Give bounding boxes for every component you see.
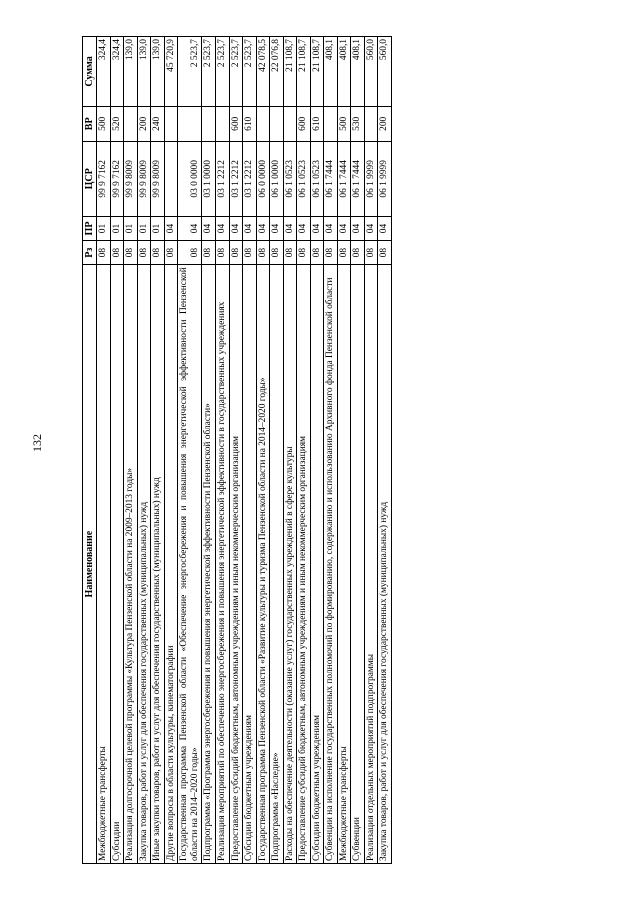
- cell-vr: [283, 106, 297, 141]
- cell-rz: 08: [229, 241, 243, 265]
- table-row: [97, 37, 111, 864]
- cell-pr: 01: [124, 216, 138, 240]
- table-row: [124, 37, 138, 864]
- cell-sum: 139,0: [124, 37, 138, 107]
- cell-csr: 99 9 7162: [110, 141, 124, 216]
- cell-pr: 01: [151, 216, 165, 240]
- table-row: [351, 37, 365, 864]
- cell-name: Подпрограмма «Программа энергосбережения и повышения энергетической эффективности Пензенской области»: [202, 265, 216, 864]
- table-row: [110, 37, 124, 864]
- cell-sum: 560,0: [364, 37, 378, 107]
- cell-rz: 08: [337, 241, 351, 265]
- cell-pr: 04: [310, 216, 324, 240]
- cell-csr: 06 1 7444: [351, 141, 365, 216]
- cell-rz: 08: [351, 241, 365, 265]
- table-row: [310, 37, 324, 864]
- cell-rz: 08: [202, 241, 216, 265]
- cell-rz: 08: [215, 241, 229, 265]
- cell-vr: [364, 106, 378, 141]
- cell-pr: 04: [164, 216, 178, 240]
- cell-sum: 2 523,7: [243, 37, 257, 107]
- table-row: [364, 37, 378, 864]
- cell-vr: [124, 106, 138, 141]
- cell-vr: 530: [351, 106, 365, 141]
- cell-rz: 08: [110, 241, 124, 265]
- cell-vr: [178, 106, 202, 141]
- cell-pr: 04: [202, 216, 216, 240]
- cell-vr: [270, 106, 284, 141]
- cell-vr: 610: [243, 106, 257, 141]
- table-row: [337, 37, 351, 864]
- cell-vr: 600: [297, 106, 311, 141]
- cell-vr: 610: [310, 106, 324, 141]
- cell-sum: 324,4: [97, 37, 111, 107]
- cell-sum: 2 523,7: [215, 37, 229, 107]
- cell-rz: 08: [124, 241, 138, 265]
- cell-sum: 324,4: [110, 37, 124, 107]
- cell-csr: 99 9 7162: [97, 141, 111, 216]
- cell-csr: 06 1 0523: [297, 141, 311, 216]
- cell-vr: 520: [110, 106, 124, 141]
- cell-pr: 04: [215, 216, 229, 240]
- cell-name: Субсидии бюджетным учреждениям: [243, 265, 257, 864]
- cell-csr: 06 1 7444: [324, 141, 338, 216]
- table-row: [215, 37, 229, 864]
- cell-vr: 600: [229, 106, 243, 141]
- cell-rz: 08: [364, 241, 378, 265]
- cell-csr: 03 1 2212: [215, 141, 229, 216]
- table-row: [270, 37, 284, 864]
- cell-name: Закупка товаров, работ и услуг для обеспечения государственных (муниципальных) нужд: [137, 265, 151, 864]
- cell-sum: 408,1: [324, 37, 338, 107]
- cell-csr: 03 1 2212: [243, 141, 257, 216]
- cell-sum: 21 108,7: [297, 37, 311, 107]
- cell-name: Субсидии бюджетным учреждениям: [310, 265, 324, 864]
- header-vr: ВР: [83, 106, 97, 141]
- cell-pr: 04: [351, 216, 365, 240]
- cell-csr: 99 9 8009: [151, 141, 165, 216]
- cell-sum: 139,0: [151, 37, 165, 107]
- cell-pr: 04: [178, 216, 202, 240]
- cell-pr: 04: [378, 216, 392, 240]
- cell-sum: 2 523,7: [178, 37, 202, 107]
- cell-pr: 04: [283, 216, 297, 240]
- cell-sum: 21 108,7: [283, 37, 297, 107]
- table-row: [137, 37, 151, 864]
- cell-sum: 45 720,9: [164, 37, 178, 107]
- cell-name: Субсидии: [110, 265, 124, 864]
- budget-table: [82, 36, 392, 864]
- table-row: [256, 37, 270, 864]
- header-csr: ЦСР: [83, 141, 97, 216]
- cell-pr: 01: [137, 216, 151, 240]
- cell-sum: 22 076,8: [270, 37, 284, 107]
- cell-csr: 03 1 2212: [229, 141, 243, 216]
- table-row: [151, 37, 165, 864]
- cell-vr: 240: [151, 106, 165, 141]
- cell-name: Реализация мероприятий по обеспечению энергосбережения и повышения энергетической эффективности в государственных учреждениях: [215, 265, 229, 864]
- cell-pr: 01: [110, 216, 124, 240]
- table-row: [229, 37, 243, 864]
- cell-sum: 2 523,7: [202, 37, 216, 107]
- cell-vr: [324, 106, 338, 141]
- cell-pr: 04: [256, 216, 270, 240]
- cell-rz: 08: [378, 241, 392, 265]
- table-row: [202, 37, 216, 864]
- cell-csr: 06 1 0523: [310, 141, 324, 216]
- cell-rz: 08: [256, 241, 270, 265]
- cell-name: Межбюджетные трансферты: [337, 265, 351, 864]
- cell-rz: 08: [297, 241, 311, 265]
- cell-rz: 08: [164, 241, 178, 265]
- cell-csr: 03 0 0000: [178, 141, 202, 216]
- table-header-row: [83, 37, 97, 864]
- table-row: [297, 37, 311, 864]
- cell-sum: 2 523,7: [229, 37, 243, 107]
- cell-rz: 08: [324, 241, 338, 265]
- cell-name: Реализация отдельных мероприятий подпрограммы: [364, 265, 378, 864]
- cell-name: Субвенции на исполнение государственных полномочий по формированию, содержанию и использованию Архивного фонда Пензенской области: [324, 265, 338, 864]
- cell-vr: 500: [337, 106, 351, 141]
- cell-vr: [256, 106, 270, 141]
- cell-csr: 99 9 8009: [137, 141, 151, 216]
- cell-csr: 06 1 9999: [378, 141, 392, 216]
- cell-name: Подпрограмма «Наследие»: [270, 265, 284, 864]
- cell-csr: 06 1 0523: [283, 141, 297, 216]
- cell-name: Расходы на обеспечение деятельности (оказание услуг) государственных учреждений в сфере культуры: [283, 265, 297, 864]
- cell-rz: 08: [178, 241, 202, 265]
- cell-vr: 500: [97, 106, 111, 141]
- cell-sum: 408,1: [351, 37, 365, 107]
- cell-sum: 408,1: [337, 37, 351, 107]
- cell-csr: 99 9 8009: [124, 141, 138, 216]
- cell-csr: 06 1 9999: [364, 141, 378, 216]
- table-row: [324, 37, 338, 864]
- cell-name: Другие вопросы в области культуры, кинематографии: [164, 265, 178, 864]
- cell-csr: 06 1 7444: [337, 141, 351, 216]
- cell-csr: 06 0 0000: [256, 141, 270, 216]
- header-name: Наименование: [83, 265, 97, 864]
- table-row: [378, 37, 392, 864]
- cell-sum: 21 108,7: [310, 37, 324, 107]
- cell-name: Субвенции: [351, 265, 365, 864]
- cell-pr: 04: [337, 216, 351, 240]
- cell-rz: 08: [97, 241, 111, 265]
- cell-pr: 04: [243, 216, 257, 240]
- cell-vr: 200: [378, 106, 392, 141]
- cell-pr: 04: [364, 216, 378, 240]
- cell-sum: 139,0: [137, 37, 151, 107]
- cell-csr: [164, 141, 178, 216]
- table-row: [178, 37, 202, 864]
- table-row: [164, 37, 178, 864]
- cell-pr: 04: [297, 216, 311, 240]
- cell-rz: 08: [283, 241, 297, 265]
- cell-vr: [202, 106, 216, 141]
- cell-name: Межбюджетные трансферты: [97, 265, 111, 864]
- cell-name: Государственная программа Пензенской области «Обеспечение энергосбережения и повышения энергетической эффективности Пензенской области на 2014–2020 годы»: [178, 265, 202, 864]
- cell-vr: 200: [137, 106, 151, 141]
- cell-name: Государственная программа Пензенской области «Развитие культуры и туризма Пензенской области на 2014–2020 годы»: [256, 265, 270, 864]
- cell-sum: 42 078,5: [256, 37, 270, 107]
- header-pr: ПР: [83, 216, 97, 240]
- page-number: 132: [30, 434, 44, 452]
- cell-csr: 06 1 0000: [270, 141, 284, 216]
- cell-rz: 08: [151, 241, 165, 265]
- cell-rz: 08: [270, 241, 284, 265]
- cell-rz: 08: [310, 241, 324, 265]
- table-row: [243, 37, 257, 864]
- cell-csr: 03 1 0000: [202, 141, 216, 216]
- header-sum: Сумма: [83, 37, 97, 107]
- cell-pr: 04: [270, 216, 284, 240]
- cell-name: Иные закупки товаров, работ и услуг для обеспечения государственных (муниципальных) нужд: [151, 265, 165, 864]
- cell-name: Закупка товаров, работ и услуг для обеспечения государственных (муниципальных) нужд: [378, 265, 392, 864]
- cell-pr: 04: [229, 216, 243, 240]
- header-rz: Рз: [83, 241, 97, 265]
- cell-rz: 08: [243, 241, 257, 265]
- cell-vr: [164, 106, 178, 141]
- cell-sum: 560,0: [378, 37, 392, 107]
- cell-rz: 08: [137, 241, 151, 265]
- cell-name: Предоставление субсидий бюджетным, автономным учреждениям и иным некоммерческим организациям: [297, 265, 311, 864]
- rotated-page: [82, 36, 392, 864]
- cell-vr: [215, 106, 229, 141]
- cell-name: Предоставление субсидий бюджетным, автономным учреждениям и иным некоммерческим организациям: [229, 265, 243, 864]
- cell-pr: 01: [97, 216, 111, 240]
- cell-name: Реализация долгосрочной целевой программы «Культура Пензенской области на 2009–2013 годы»: [124, 265, 138, 864]
- cell-pr: 04: [324, 216, 338, 240]
- table-row: [283, 37, 297, 864]
